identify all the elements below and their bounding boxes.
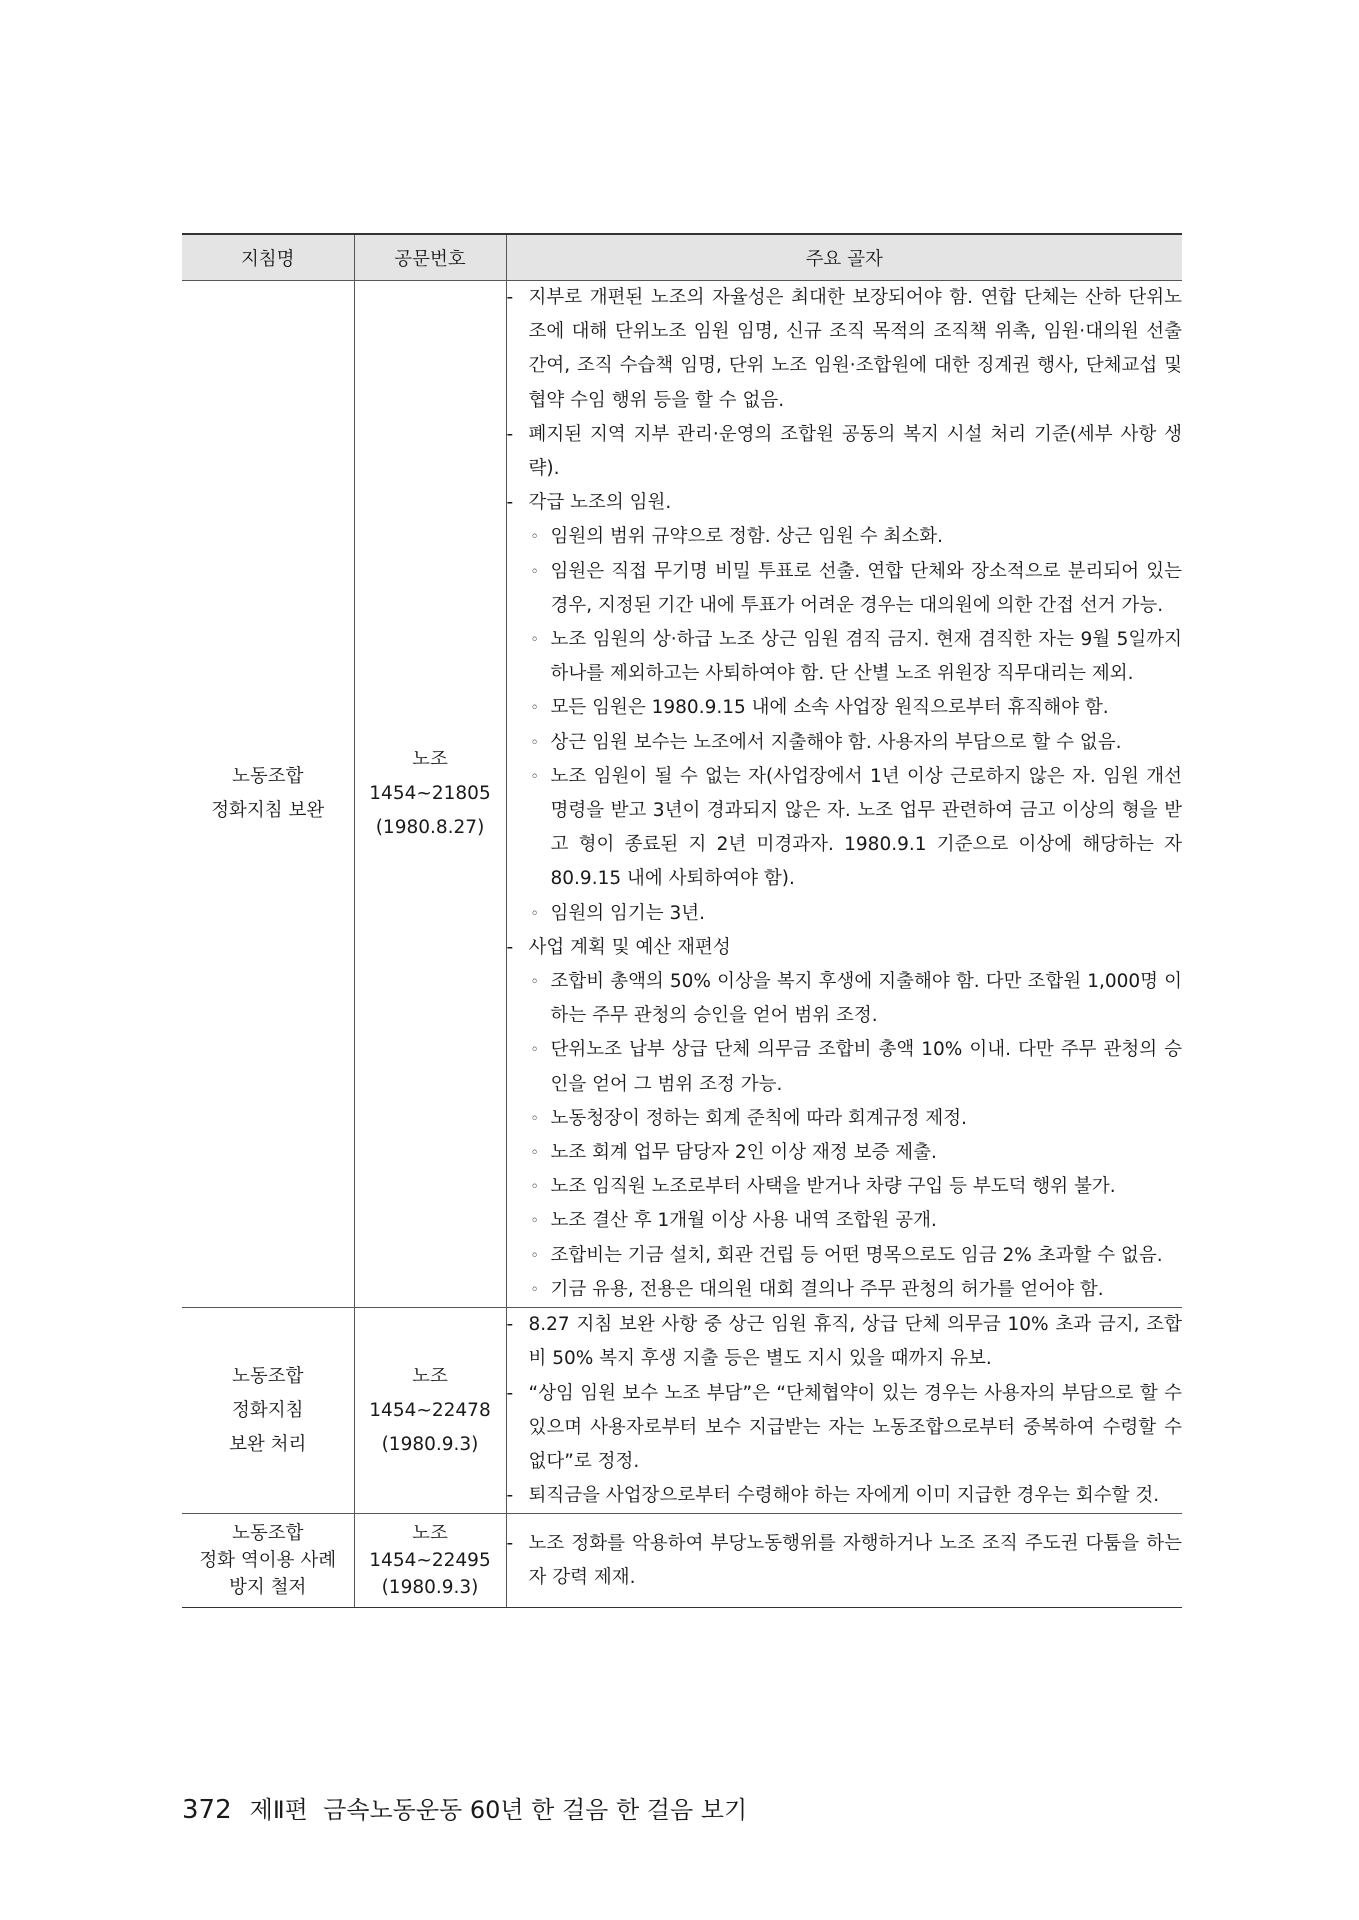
document-number-cell: [354, 1308, 506, 1514]
item-text: 단위노조 납부 상급 단체 의무금 조합비 총액 10% 이내. 다만 주무 관청의 승인을 얻어 그 범위 조정 가능.: [550, 1039, 1182, 1095]
document-number-line: 1454~22478: [369, 1399, 491, 1421]
bullet-sub-item: [507, 1204, 1183, 1238]
item-text: 상근 임원 보수는 노조에서 지출해야 함. 사용자의 부담으로 할 수 없음.: [550, 731, 1122, 753]
circle-bullet-icon: ◦: [530, 632, 539, 649]
dash-marker: -: [506, 423, 514, 445]
book-title: 금속노동운동 60년 한 걸음 한 걸음 보기: [323, 1796, 748, 1824]
guideline-name-line: 노동조합: [232, 1523, 304, 1545]
dash-item: [507, 1308, 1183, 1376]
main-points-cell: [506, 281, 1182, 1308]
document-number-line: (1980.9.3): [381, 1433, 479, 1455]
dash-marker: -: [506, 1532, 514, 1554]
dash-item: [507, 486, 1183, 520]
bullet-sub-item: [507, 965, 1183, 1033]
circle-bullet-icon: ◦: [530, 1213, 539, 1230]
item-text: 사업 계획 및 예산 재편성: [528, 936, 731, 958]
item-text: 임원은 직접 무기명 비밀 투표로 선출. 연합 단체와 장소적으로 분리되어 있는 경우, 지정된 기간 내에 투표가 어려운 경우는 대의원에 의한 간접 선거 가능.: [550, 560, 1182, 616]
document-number-line: 1454~22495: [369, 1550, 491, 1572]
bullet-sub-item: [507, 555, 1183, 623]
dash-marker: -: [506, 936, 514, 958]
document-number-line: (1980.9.3): [381, 1577, 479, 1599]
item-text: 노조 임원이 될 수 없는 자(사업장에서 1년 이상 근로하지 않은 자. 임원 개선 명령을 받고 3년이 경과되지 않은 자. 노조 업무 관련하여 금고 이상의 형을 받고 형이 종료된 지 2년 미경과자. 1980.9.1 기준으로 이상에 해당하는 자 80.9.15 내에 사퇴하여야 함).: [550, 765, 1182, 890]
item-text: 각급 노조의 임원.: [528, 492, 672, 514]
item-text: 모든 임원은 1980.9.15 내에 소속 사업장 원직으로부터 휴직해야 함.: [550, 697, 1109, 719]
guideline-name-line: 방지 철저: [229, 1577, 307, 1599]
guideline-table: [182, 233, 1182, 1608]
guideline-name-line: 노동조합: [232, 766, 304, 788]
circle-bullet-icon: ◦: [530, 1281, 539, 1298]
circle-bullet-icon: ◦: [530, 974, 539, 991]
bullet-sub-item: [507, 623, 1183, 691]
bullet-sub-item: [507, 897, 1183, 931]
circle-bullet-icon: ◦: [530, 1042, 539, 1059]
guideline-name-line: 정화지침 보완: [211, 800, 325, 822]
dash-item: [507, 281, 1183, 418]
dash-marker: -: [506, 1382, 514, 1404]
item-text: 지부로 개편된 노조의 자율성은 최대한 보장되어야 함. 연합 단체는 산하 단위노조에 대해 단위노조 임원 임명, 신규 조직 목적의 조직책 위촉, 임원·대의원 선출 간여, 조직 수습책 임명, 단위 노조 임원·조합원에 대한 징계권 행사, 단체교섭 및 협약 수임 행위 등을 할 수 없음.: [528, 287, 1182, 411]
table-header-row: [182, 234, 1182, 281]
bullet-sub-item: [507, 1239, 1183, 1273]
dash-item: [507, 1527, 1183, 1595]
guideline-name-cell: [182, 281, 354, 1308]
table-row: [182, 1308, 1182, 1514]
dash-marker: -: [506, 1314, 514, 1336]
dash-marker: -: [506, 492, 514, 514]
document-number-cell: [354, 1514, 506, 1608]
item-text: 퇴직금을 사업장으로부터 수령해야 하는 자에게 이미 지급한 경우는 회수할 것.: [528, 1485, 1160, 1507]
part-label: 제Ⅱ편: [249, 1796, 308, 1824]
circle-bullet-icon: ◦: [530, 529, 539, 546]
item-text: 조합비는 기금 설치, 회관 건립 등 어떤 명목으로도 임금 2% 초과할 수 없음.: [550, 1244, 1163, 1266]
item-text: 8.27 지침 보완 사항 중 상근 임원 휴직, 상급 단체 의무금 10% 초과 금지, 조합비 50% 복지 후생 지출 등은 별도 지시 있을 때까지 유보.: [528, 1314, 1182, 1370]
dash-item: [507, 418, 1183, 486]
circle-bullet-icon: ◦: [530, 563, 539, 580]
header-document-number: 공문번호: [354, 234, 506, 281]
dash-marker: -: [506, 287, 514, 308]
document-number-line: 노조: [412, 749, 448, 771]
item-text: 조합비 총액의 50% 이상을 복지 후생에 지출해야 함. 다만 조합원 1,000명 이하는 주무 관청의 승인을 얻어 범위 조정.: [550, 971, 1182, 1027]
item-text: 노조 임직원 노조로부터 사택을 받거나 차량 구입 등 부도덕 행위 불가.: [550, 1176, 1116, 1198]
table-row: [182, 281, 1182, 1308]
item-text: 임원의 범위 규약으로 정함. 상근 임원 수 최소화.: [550, 526, 943, 548]
circle-bullet-icon: ◦: [530, 700, 539, 717]
document-number-cell: [354, 281, 506, 1308]
guideline-name-line: 보완 처리: [229, 1433, 307, 1455]
bullet-sub-item: [507, 1170, 1183, 1204]
guideline-name-cell: [182, 1514, 354, 1608]
item-text: 노조 결산 후 1개월 이상 사용 내역 조합원 공개.: [550, 1210, 937, 1232]
dash-item: [507, 931, 1183, 965]
document-number-line: (1980.8.27): [375, 817, 485, 839]
page-number: 372: [182, 1795, 232, 1825]
guideline-name-line: 정화 역이용 사례: [199, 1550, 337, 1572]
item-text: 노조 임원의 상·하급 노조 상근 임원 겸직 금지. 현재 겸직한 자는 9월 5일까지 하나를 제외하고는 사퇴하여야 함. 단 산별 노조 위원장 직무대리는 제외.: [550, 629, 1182, 685]
guideline-name-cell: [182, 1308, 354, 1514]
item-text: 기금 유용, 전용은 대의원 대회 결의나 주무 관청의 허가를 얻어야 함.: [550, 1278, 1104, 1300]
item-text: 노조 정화를 악용하여 부당노동행위를 자행하거나 노조 조직 주도권 다툼을 하는 자 강력 제재.: [528, 1532, 1182, 1588]
circle-bullet-icon: ◦: [530, 1179, 539, 1196]
bullet-sub-item: [507, 1273, 1183, 1307]
table-row: [182, 1514, 1182, 1608]
item-text: “상임 임원 보수 노조 부담”은 “단체협약이 있는 경우는 사용자의 부담으로 할 수 있으며 사용자로부터 보수 지급받는 자는 노동조합으로부터 중복하여 수령할 수 없다”로 정정.: [528, 1382, 1182, 1472]
guideline-table-container: [182, 233, 1182, 1608]
document-number-line: 노조: [412, 1365, 448, 1387]
bullet-sub-item: [507, 760, 1183, 897]
main-points-cell: [506, 1308, 1182, 1514]
bullet-sub-item: [507, 1136, 1183, 1170]
guideline-name-line: 정화지침: [232, 1399, 304, 1421]
item-text: 폐지된 지역 지부 관리·운영의 조합원 공동의 복지 시설 처리 기준(세부 사항 생략).: [528, 423, 1182, 480]
bullet-sub-item: [507, 1033, 1183, 1101]
dash-item: [507, 1377, 1183, 1480]
page-footer: [182, 1790, 747, 1825]
circle-bullet-icon: ◦: [530, 1145, 539, 1162]
circle-bullet-icon: ◦: [530, 1247, 539, 1264]
main-points-cell: [506, 1514, 1182, 1608]
bullet-sub-item: [507, 691, 1183, 725]
document-number-line: 노조: [412, 1523, 448, 1545]
dash-marker: -: [506, 1485, 514, 1507]
header-guideline-name: 지침명: [182, 234, 354, 281]
header-main-points: 주요 골자: [506, 234, 1182, 281]
circle-bullet-icon: ◦: [530, 768, 539, 785]
document-number-line: 1454~21805: [369, 783, 491, 805]
circle-bullet-icon: ◦: [530, 734, 539, 751]
item-text: 임원의 임기는 3년.: [550, 902, 706, 924]
guideline-name-line: 노동조합: [232, 1365, 304, 1387]
bullet-sub-item: [507, 726, 1183, 760]
circle-bullet-icon: ◦: [530, 905, 539, 922]
dash-item: [507, 1479, 1183, 1513]
item-text: 노조 회계 업무 담당자 2인 이상 재정 보증 제출.: [550, 1142, 937, 1164]
item-text: 노동청장이 정하는 회계 준칙에 따라 회계규정 제정.: [550, 1107, 967, 1129]
bullet-sub-item: [507, 1102, 1183, 1136]
circle-bullet-icon: ◦: [530, 1110, 539, 1127]
bullet-sub-item: [507, 520, 1183, 554]
